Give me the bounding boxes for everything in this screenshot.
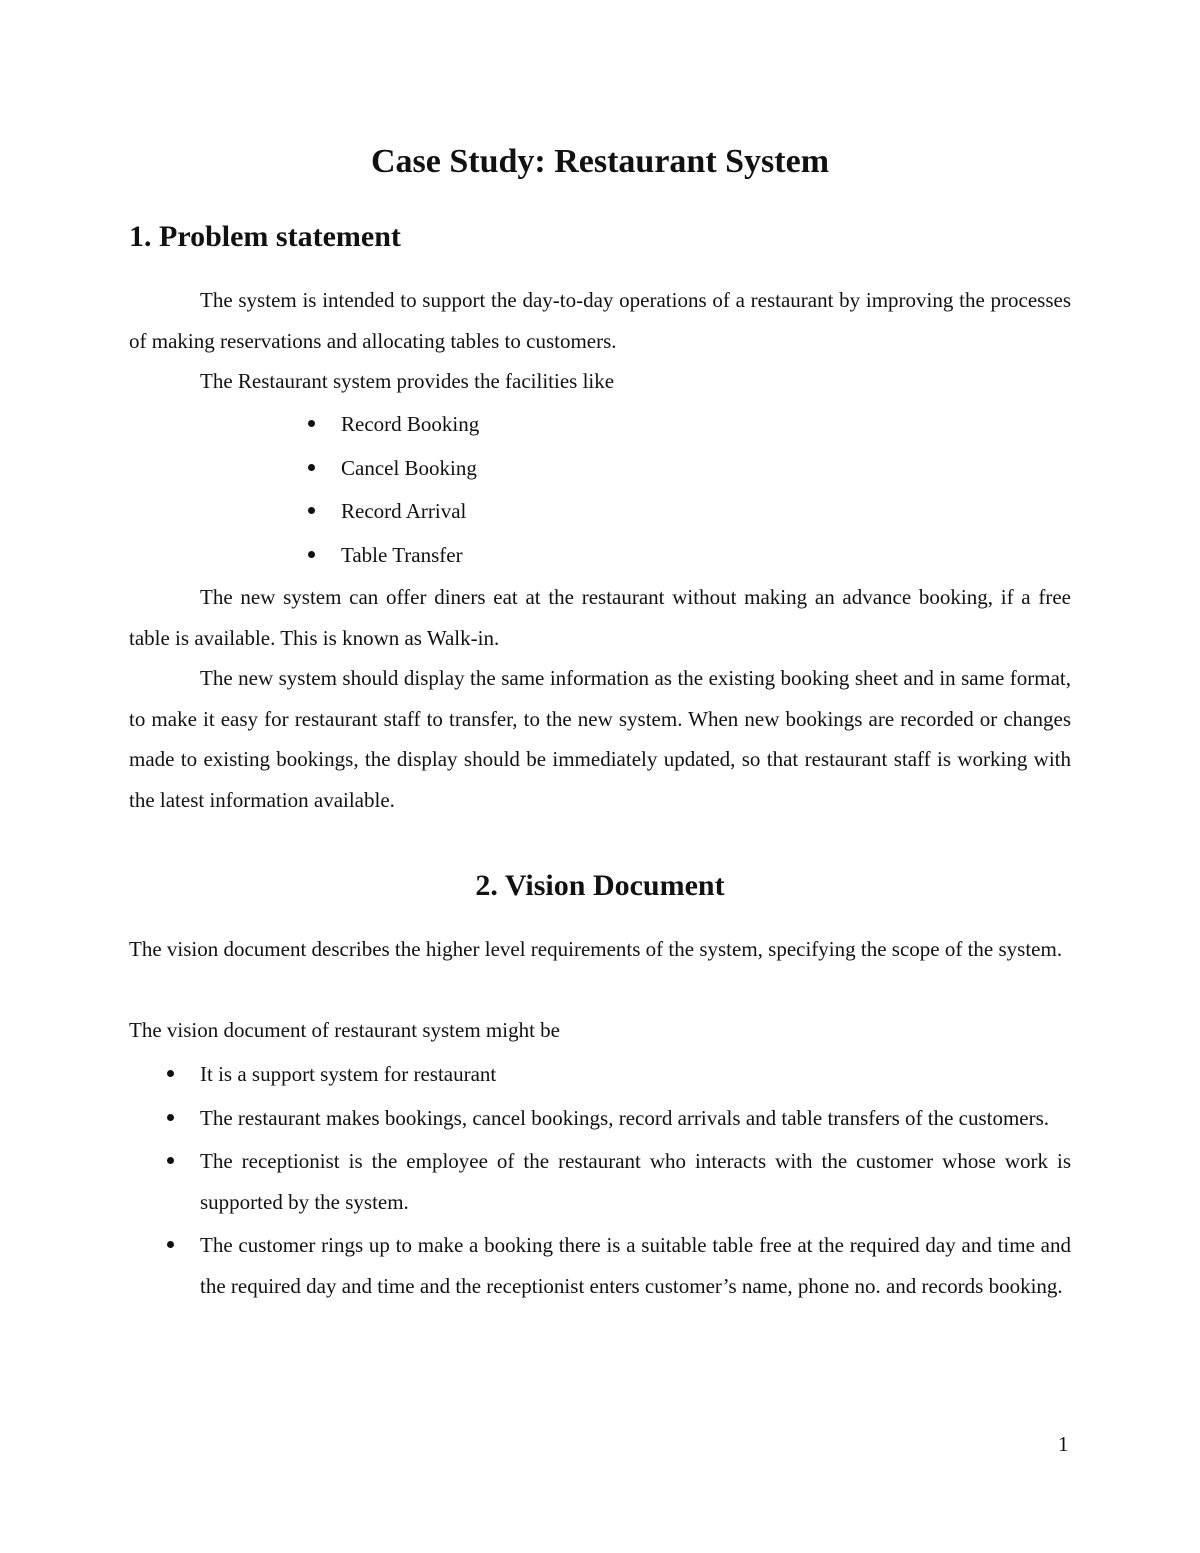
list-item-text: The customer rings up to make a booking there is a suitable table free at the required day and time and the required day and time and the receptionist enters customer’s name, phone no. and records booking. xyxy=(200,1233,1071,1298)
bullet-icon xyxy=(308,551,315,558)
bullet-icon xyxy=(167,1070,174,1077)
section-heading-vision-document: 2. Vision Document xyxy=(475,869,725,902)
bullet-icon xyxy=(167,1241,174,1248)
list-item-text: Cancel Booking xyxy=(341,455,477,480)
list-item-text: The restaurant makes bookings, cancel bookings, record arrivals and table transfers of the customers. xyxy=(200,1105,1050,1130)
list-item-text: Record Booking xyxy=(341,412,480,436)
list-item xyxy=(200,1054,1071,1095)
section-heading-problem-statement: 1. Problem statement xyxy=(129,220,401,253)
bullet-icon xyxy=(308,420,315,427)
bullet-icon xyxy=(308,464,315,471)
bullet-icon xyxy=(167,1157,174,1164)
list-item xyxy=(341,448,941,492)
facilities-list xyxy=(341,404,941,579)
page-number: 1 xyxy=(1058,1432,1069,1456)
bullet-icon xyxy=(308,507,315,514)
document-title: Case Study: Restaurant System xyxy=(370,143,830,180)
list-item-text: Table Transfer xyxy=(341,543,463,568)
list-item xyxy=(341,491,941,535)
list-item-text: Record Arrival xyxy=(341,499,467,524)
vision-points-intro: The vision document of restaurant system might be xyxy=(129,1018,560,1042)
list-item xyxy=(200,1141,1071,1222)
list-item xyxy=(200,1225,1071,1306)
list-item-text: It is a support system for restaurant xyxy=(200,1062,497,1086)
paragraph-problem-intro: The system is intended to support the day-to-day operations of a restaurant by improving the processes of making reservations and allocating tables to customers. xyxy=(129,288,1071,353)
vision-points-list xyxy=(200,1054,1071,1309)
list-item xyxy=(341,535,941,579)
paragraph-walk-in: The new system can offer diners eat at the restaurant without making an advance booking, if a free table is available. This is known as Walk-in. xyxy=(129,585,1071,650)
list-item xyxy=(200,1098,1071,1139)
paragraph-vision-intro: The vision document describes the higher level requirements of the system, specifying the scope of the system. xyxy=(129,937,1063,961)
list-item-text: The receptionist is the employee of the restaurant who interacts with the customer whose work is supported by the system. xyxy=(200,1149,1071,1214)
list-item xyxy=(341,404,941,448)
paragraph-display-requirements: The new system should display the same information as the existing booking sheet and in same format, to make it easy for restaurant staff to transfer, to the new system. When new bookings are recorded or changes made to existing bookings, the display should be immediately updated, so that restaurant staff is working with the latest information available. xyxy=(129,666,1071,812)
facilities-intro: The Restaurant system provides the facilities like xyxy=(200,369,615,393)
bullet-icon xyxy=(167,1114,174,1121)
